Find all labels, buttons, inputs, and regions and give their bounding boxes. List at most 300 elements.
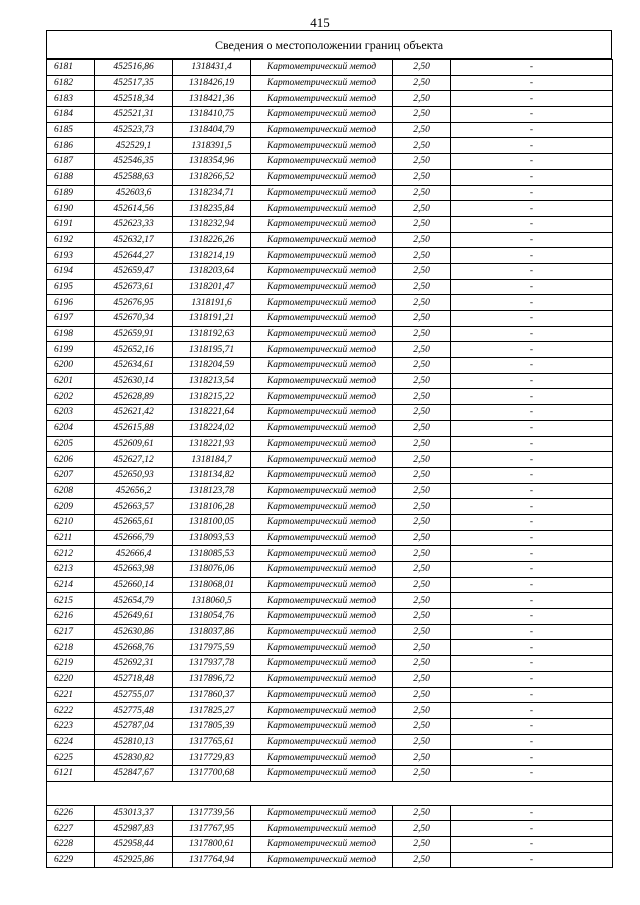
method-cell: Картометрический метод — [251, 311, 393, 327]
precision-cell: 2,50 — [393, 169, 451, 185]
description-cell: - — [451, 389, 613, 405]
point-number-cell: 6187 — [47, 154, 95, 170]
method-cell: Картометрический метод — [251, 263, 393, 279]
precision-cell: 2,50 — [393, 852, 451, 868]
method-cell: Картометрический метод — [251, 60, 393, 76]
precision-cell: 2,50 — [393, 154, 451, 170]
description-cell: - — [451, 248, 613, 264]
x-coordinate-cell: 452830,82 — [95, 750, 173, 766]
description-cell: - — [451, 609, 613, 625]
method-cell: Картометрический метод — [251, 687, 393, 703]
y-coordinate-cell: 1317729,83 — [173, 750, 251, 766]
method-cell: Картометрический метод — [251, 750, 393, 766]
point-number-cell: 6208 — [47, 483, 95, 499]
x-coordinate-cell: 452603,6 — [95, 185, 173, 201]
method-cell: Картометрический метод — [251, 279, 393, 295]
description-cell: - — [451, 373, 613, 389]
table-row — [47, 75, 613, 91]
y-coordinate-cell: 1318235,84 — [173, 201, 251, 217]
separator-cell — [47, 781, 613, 805]
x-coordinate-cell: 452628,89 — [95, 389, 173, 405]
x-coordinate-cell: 452654,79 — [95, 593, 173, 609]
description-cell: - — [451, 734, 613, 750]
x-coordinate-cell: 452623,33 — [95, 216, 173, 232]
point-number-cell: 6201 — [47, 373, 95, 389]
method-cell: Картометрический метод — [251, 248, 393, 264]
method-cell: Картометрический метод — [251, 452, 393, 468]
description-cell: - — [451, 765, 613, 781]
description-cell: - — [451, 201, 613, 217]
x-coordinate-cell: 452649,61 — [95, 609, 173, 625]
description-cell: - — [451, 107, 613, 123]
y-coordinate-cell: 1317800,61 — [173, 837, 251, 853]
x-coordinate-cell: 452644,27 — [95, 248, 173, 264]
description-cell: - — [451, 420, 613, 436]
precision-cell: 2,50 — [393, 326, 451, 342]
point-number-cell: 6214 — [47, 577, 95, 593]
y-coordinate-cell: 1318421,36 — [173, 91, 251, 107]
precision-cell: 2,50 — [393, 750, 451, 766]
description-cell: - — [451, 326, 613, 342]
y-coordinate-cell: 1318060,5 — [173, 593, 251, 609]
point-number-cell: 6219 — [47, 656, 95, 672]
table-row — [47, 405, 613, 421]
description-cell: - — [451, 805, 613, 821]
table-row — [47, 452, 613, 468]
description-cell: - — [451, 436, 613, 452]
table-row — [47, 107, 613, 123]
description-cell: - — [451, 138, 613, 154]
precision-cell: 2,50 — [393, 373, 451, 389]
x-coordinate-cell: 452663,98 — [95, 562, 173, 578]
x-coordinate-cell: 452632,17 — [95, 232, 173, 248]
description-cell: - — [451, 295, 613, 311]
table-row — [47, 734, 613, 750]
description-cell: - — [451, 154, 613, 170]
y-coordinate-cell: 1318184,7 — [173, 452, 251, 468]
point-number-cell: 6188 — [47, 169, 95, 185]
table-row — [47, 91, 613, 107]
y-coordinate-cell: 1318426,19 — [173, 75, 251, 91]
method-cell: Картометрический метод — [251, 295, 393, 311]
point-number-cell: 6182 — [47, 75, 95, 91]
x-coordinate-cell: 452787,04 — [95, 718, 173, 734]
description-cell: - — [451, 640, 613, 656]
y-coordinate-cell: 1317937,78 — [173, 656, 251, 672]
x-coordinate-cell: 452523,73 — [95, 122, 173, 138]
table-row — [47, 248, 613, 264]
x-coordinate-cell: 452656,2 — [95, 483, 173, 499]
x-coordinate-cell: 452755,07 — [95, 687, 173, 703]
x-coordinate-cell: 452692,31 — [95, 656, 173, 672]
table-row — [47, 852, 613, 868]
point-number-cell: 6203 — [47, 405, 95, 421]
y-coordinate-cell: 1317975,59 — [173, 640, 251, 656]
y-coordinate-cell: 1318226,26 — [173, 232, 251, 248]
x-coordinate-cell: 452659,47 — [95, 263, 173, 279]
point-number-cell: 6221 — [47, 687, 95, 703]
method-cell: Картометрический метод — [251, 216, 393, 232]
description-cell: - — [451, 593, 613, 609]
boundary-table-frame — [46, 30, 612, 868]
description-cell: - — [451, 687, 613, 703]
table-row — [47, 483, 613, 499]
y-coordinate-cell: 1318106,28 — [173, 499, 251, 515]
point-number-cell: 6216 — [47, 609, 95, 625]
x-coordinate-cell: 452668,76 — [95, 640, 173, 656]
point-number-cell: 6196 — [47, 295, 95, 311]
point-number-cell: 6206 — [47, 452, 95, 468]
point-number-cell: 6200 — [47, 358, 95, 374]
method-cell: Картометрический метод — [251, 138, 393, 154]
x-coordinate-cell: 452634,61 — [95, 358, 173, 374]
x-coordinate-cell: 452516,86 — [95, 60, 173, 76]
point-number-cell: 6213 — [47, 562, 95, 578]
precision-cell: 2,50 — [393, 201, 451, 217]
x-coordinate-cell: 452529,1 — [95, 138, 173, 154]
precision-cell: 2,50 — [393, 467, 451, 483]
point-number-cell: 6198 — [47, 326, 95, 342]
method-cell: Картометрический метод — [251, 837, 393, 853]
y-coordinate-cell: 1318037,86 — [173, 624, 251, 640]
x-coordinate-cell: 452517,35 — [95, 75, 173, 91]
precision-cell: 2,50 — [393, 91, 451, 107]
x-coordinate-cell: 452665,61 — [95, 514, 173, 530]
table-row — [47, 232, 613, 248]
method-cell: Картометрический метод — [251, 326, 393, 342]
table-row — [47, 373, 613, 389]
point-number-cell: 6217 — [47, 624, 95, 640]
y-coordinate-cell: 1317764,94 — [173, 852, 251, 868]
method-cell: Картометрический метод — [251, 373, 393, 389]
method-cell: Картометрический метод — [251, 593, 393, 609]
y-coordinate-cell: 1318191,21 — [173, 311, 251, 327]
description-cell: - — [451, 656, 613, 672]
description-cell: - — [451, 75, 613, 91]
y-coordinate-cell: 1318134,82 — [173, 467, 251, 483]
table-row — [47, 765, 613, 781]
point-number-cell: 6197 — [47, 311, 95, 327]
y-coordinate-cell: 1318221,64 — [173, 405, 251, 421]
method-cell: Картометрический метод — [251, 107, 393, 123]
x-coordinate-cell: 452847,67 — [95, 765, 173, 781]
precision-cell: 2,50 — [393, 609, 451, 625]
description-cell: - — [451, 169, 613, 185]
y-coordinate-cell: 1317767,95 — [173, 821, 251, 837]
precision-cell: 2,50 — [393, 805, 451, 821]
x-coordinate-cell: 452660,14 — [95, 577, 173, 593]
precision-cell: 2,50 — [393, 734, 451, 750]
precision-cell: 2,50 — [393, 546, 451, 562]
table-row — [47, 671, 613, 687]
precision-cell: 2,50 — [393, 216, 451, 232]
x-coordinate-cell: 452615,88 — [95, 420, 173, 436]
y-coordinate-cell: 1318221,93 — [173, 436, 251, 452]
x-coordinate-cell: 452521,31 — [95, 107, 173, 123]
description-cell: - — [451, 60, 613, 76]
method-cell: Картометрический метод — [251, 467, 393, 483]
precision-cell: 2,50 — [393, 232, 451, 248]
description-cell: - — [451, 821, 613, 837]
point-number-cell: 6220 — [47, 671, 95, 687]
point-number-cell: 6211 — [47, 530, 95, 546]
description-cell: - — [451, 852, 613, 868]
precision-cell: 2,50 — [393, 837, 451, 853]
precision-cell: 2,50 — [393, 577, 451, 593]
method-cell: Картометрический метод — [251, 358, 393, 374]
method-cell: Картометрический метод — [251, 821, 393, 837]
precision-cell: 2,50 — [393, 499, 451, 515]
y-coordinate-cell: 1318068,01 — [173, 577, 251, 593]
method-cell: Картометрический метод — [251, 436, 393, 452]
precision-cell: 2,50 — [393, 718, 451, 734]
method-cell: Картометрический метод — [251, 703, 393, 719]
y-coordinate-cell: 1318203,64 — [173, 263, 251, 279]
precision-cell: 2,50 — [393, 624, 451, 640]
description-cell: - — [451, 562, 613, 578]
point-number-cell: 6223 — [47, 718, 95, 734]
table-row — [47, 185, 613, 201]
precision-cell: 2,50 — [393, 420, 451, 436]
description-cell: - — [451, 837, 613, 853]
x-coordinate-cell: 452630,14 — [95, 373, 173, 389]
y-coordinate-cell: 1317765,61 — [173, 734, 251, 750]
point-number-cell: 6204 — [47, 420, 95, 436]
method-cell: Картометрический метод — [251, 624, 393, 640]
x-coordinate-cell: 452621,42 — [95, 405, 173, 421]
description-cell: - — [451, 263, 613, 279]
precision-cell: 2,50 — [393, 514, 451, 530]
table-row — [47, 703, 613, 719]
y-coordinate-cell: 1318266,52 — [173, 169, 251, 185]
x-coordinate-cell: 452609,61 — [95, 436, 173, 452]
y-coordinate-cell: 1318093,53 — [173, 530, 251, 546]
table-row — [47, 837, 613, 853]
method-cell: Картометрический метод — [251, 671, 393, 687]
method-cell: Картометрический метод — [251, 640, 393, 656]
x-coordinate-cell: 452718,48 — [95, 671, 173, 687]
point-number-cell: 6227 — [47, 821, 95, 837]
y-coordinate-cell: 1317805,39 — [173, 718, 251, 734]
point-number-cell: 6186 — [47, 138, 95, 154]
table-row — [47, 169, 613, 185]
point-number-cell: 6218 — [47, 640, 95, 656]
table-row — [47, 122, 613, 138]
table-row — [47, 546, 613, 562]
x-coordinate-cell: 452673,61 — [95, 279, 173, 295]
table-row — [47, 311, 613, 327]
precision-cell: 2,50 — [393, 60, 451, 76]
description-cell: - — [451, 750, 613, 766]
point-number-cell: 6228 — [47, 837, 95, 853]
precision-cell: 2,50 — [393, 436, 451, 452]
point-number-cell: 6229 — [47, 852, 95, 868]
y-coordinate-cell: 1318224,02 — [173, 420, 251, 436]
table-row — [47, 805, 613, 821]
x-coordinate-cell: 453013,37 — [95, 805, 173, 821]
method-cell: Картометрический метод — [251, 530, 393, 546]
table-row — [47, 499, 613, 515]
table-row — [47, 640, 613, 656]
precision-cell: 2,50 — [393, 405, 451, 421]
point-number-cell: 6222 — [47, 703, 95, 719]
method-cell: Картометрический метод — [251, 577, 393, 593]
precision-cell: 2,50 — [393, 311, 451, 327]
precision-cell: 2,50 — [393, 248, 451, 264]
method-cell: Картометрический метод — [251, 91, 393, 107]
method-cell: Картометрический метод — [251, 232, 393, 248]
point-number-cell: 6192 — [47, 232, 95, 248]
table-row — [47, 436, 613, 452]
table-row — [47, 624, 613, 640]
precision-cell: 2,50 — [393, 703, 451, 719]
x-coordinate-cell: 452925,86 — [95, 852, 173, 868]
precision-cell: 2,50 — [393, 593, 451, 609]
y-coordinate-cell: 1318195,71 — [173, 342, 251, 358]
table-row — [47, 514, 613, 530]
x-coordinate-cell: 452650,93 — [95, 467, 173, 483]
description-cell: - — [451, 216, 613, 232]
method-cell: Картометрический метод — [251, 734, 393, 750]
point-number-cell: 6207 — [47, 467, 95, 483]
table-row — [47, 279, 613, 295]
method-cell: Картометрический метод — [251, 389, 393, 405]
x-coordinate-cell: 452666,79 — [95, 530, 173, 546]
x-coordinate-cell: 452614,56 — [95, 201, 173, 217]
method-cell: Картометрический метод — [251, 562, 393, 578]
y-coordinate-cell: 1318431,4 — [173, 60, 251, 76]
table-row — [47, 562, 613, 578]
method-cell: Картометрический метод — [251, 656, 393, 672]
x-coordinate-cell: 452676,95 — [95, 295, 173, 311]
method-cell: Картометрический метод — [251, 609, 393, 625]
y-coordinate-cell: 1317739,56 — [173, 805, 251, 821]
coordinates-table — [46, 59, 613, 868]
x-coordinate-cell: 452958,44 — [95, 837, 173, 853]
table-row — [47, 467, 613, 483]
y-coordinate-cell: 1318085,53 — [173, 546, 251, 562]
point-number-cell: 6205 — [47, 436, 95, 452]
description-cell: - — [451, 91, 613, 107]
description-cell: - — [451, 546, 613, 562]
precision-cell: 2,50 — [393, 295, 451, 311]
precision-cell: 2,50 — [393, 358, 451, 374]
table-row — [47, 201, 613, 217]
table-row — [47, 60, 613, 76]
method-cell: Картометрический метод — [251, 122, 393, 138]
description-cell: - — [451, 452, 613, 468]
x-coordinate-cell: 452546,35 — [95, 154, 173, 170]
precision-cell: 2,50 — [393, 263, 451, 279]
precision-cell: 2,50 — [393, 75, 451, 91]
y-coordinate-cell: 1318204,59 — [173, 358, 251, 374]
y-coordinate-cell: 1318100,05 — [173, 514, 251, 530]
table-row — [47, 420, 613, 436]
description-cell: - — [451, 185, 613, 201]
method-cell: Картометрический метод — [251, 185, 393, 201]
table-separator-row — [47, 781, 613, 805]
x-coordinate-cell: 452627,12 — [95, 452, 173, 468]
method-cell: Картометрический метод — [251, 154, 393, 170]
method-cell: Картометрический метод — [251, 75, 393, 91]
description-cell: - — [451, 624, 613, 640]
x-coordinate-cell: 452810,13 — [95, 734, 173, 750]
description-cell: - — [451, 483, 613, 499]
point-number-cell: 6226 — [47, 805, 95, 821]
y-coordinate-cell: 1318213,54 — [173, 373, 251, 389]
y-coordinate-cell: 1317825,27 — [173, 703, 251, 719]
table-row — [47, 530, 613, 546]
point-number-cell: 6212 — [47, 546, 95, 562]
y-coordinate-cell: 1318076,06 — [173, 562, 251, 578]
y-coordinate-cell: 1318054,76 — [173, 609, 251, 625]
x-coordinate-cell: 452666,4 — [95, 546, 173, 562]
table-row — [47, 687, 613, 703]
table-row — [47, 216, 613, 232]
table-row — [47, 138, 613, 154]
y-coordinate-cell: 1318123,78 — [173, 483, 251, 499]
x-coordinate-cell: 452775,48 — [95, 703, 173, 719]
precision-cell: 2,50 — [393, 765, 451, 781]
precision-cell: 2,50 — [393, 483, 451, 499]
point-number-cell: 6195 — [47, 279, 95, 295]
method-cell: Картометрический метод — [251, 852, 393, 868]
description-cell: - — [451, 467, 613, 483]
table-row — [47, 326, 613, 342]
coordinates-table-body — [47, 60, 613, 868]
point-number-cell: 6193 — [47, 248, 95, 264]
y-coordinate-cell: 1318354,96 — [173, 154, 251, 170]
y-coordinate-cell: 1318391,5 — [173, 138, 251, 154]
table-row — [47, 295, 613, 311]
y-coordinate-cell: 1317860,37 — [173, 687, 251, 703]
point-number-cell: 6189 — [47, 185, 95, 201]
point-number-cell: 6210 — [47, 514, 95, 530]
x-coordinate-cell: 452670,34 — [95, 311, 173, 327]
precision-cell: 2,50 — [393, 122, 451, 138]
point-number-cell: 6199 — [47, 342, 95, 358]
y-coordinate-cell: 1318234,71 — [173, 185, 251, 201]
precision-cell: 2,50 — [393, 656, 451, 672]
method-cell: Картометрический метод — [251, 546, 393, 562]
description-cell: - — [451, 718, 613, 734]
description-cell: - — [451, 405, 613, 421]
description-cell: - — [451, 311, 613, 327]
precision-cell: 2,50 — [393, 107, 451, 123]
y-coordinate-cell: 1318192,63 — [173, 326, 251, 342]
y-coordinate-cell: 1318191,6 — [173, 295, 251, 311]
point-number-cell: 6215 — [47, 593, 95, 609]
precision-cell: 2,50 — [393, 185, 451, 201]
description-cell: - — [451, 232, 613, 248]
point-number-cell: 6225 — [47, 750, 95, 766]
method-cell: Картометрический метод — [251, 342, 393, 358]
table-row — [47, 154, 613, 170]
table-row — [47, 656, 613, 672]
y-coordinate-cell: 1317700,68 — [173, 765, 251, 781]
table-row — [47, 593, 613, 609]
point-number-cell: 6121 — [47, 765, 95, 781]
method-cell: Картометрический метод — [251, 405, 393, 421]
table-row — [47, 609, 613, 625]
table-row — [47, 358, 613, 374]
point-number-cell: 6209 — [47, 499, 95, 515]
description-cell: - — [451, 279, 613, 295]
table-row — [47, 718, 613, 734]
method-cell: Картометрический метод — [251, 805, 393, 821]
method-cell: Картометрический метод — [251, 420, 393, 436]
y-coordinate-cell: 1318232,94 — [173, 216, 251, 232]
